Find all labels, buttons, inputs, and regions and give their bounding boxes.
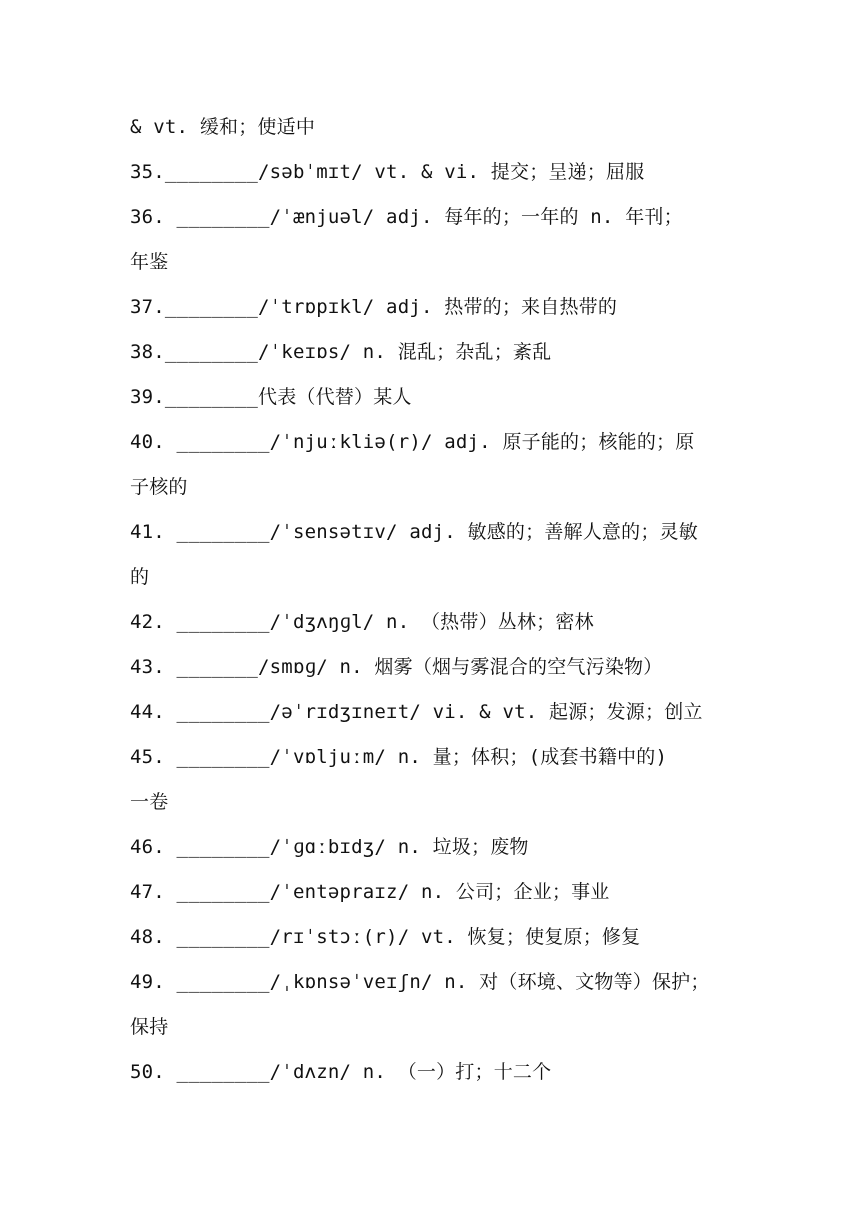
item-36-continuation: 年鉴 <box>130 251 169 273</box>
item-43: 43. _______/smɒɡ/ n. 烟雾（烟与雾混合的空气污染物） <box>130 656 663 678</box>
item-41-continuation: 的 <box>130 566 150 588</box>
item-44: 44. ________/əˈrɪdʒɪneɪt/ vi. & vt. 起源；发源；创立 <box>130 701 703 723</box>
item-49-continuation: 保持 <box>130 1016 169 1038</box>
line-continuation-34: & vt. 缓和；使适中 <box>130 116 316 138</box>
item-46: 46. ________/ˈɡɑːbɪdʒ/ n. 垃圾；废物 <box>130 836 529 858</box>
item-48: 48. ________/rɪˈstɔː(r)/ vt. 恢复；使复原；修复 <box>130 926 641 948</box>
item-45-continuation: 一卷 <box>130 791 169 813</box>
item-41: 41. ________/ˈsensətɪv/ adj. 敏感的；善解人意的；灵敏 <box>130 521 698 543</box>
item-37: 37.________/ˈtrɒpɪkl/ adj. 热带的；来自热带的 <box>130 296 618 318</box>
item-40: 40. ________/ˈnjuːkliə(r)/ adj. 原子能的；核能的；原 <box>130 431 695 453</box>
item-45: 45. ________/ˈvɒljuːm/ n. 量；体积；(成套书籍中的) <box>130 746 668 768</box>
document-page <box>130 110 740 1100</box>
item-47: 47. ________/ˈentəpraɪz/ n. 公司；企业；事业 <box>130 881 610 903</box>
item-49: 49. ________/ˌkɒnsəˈveɪʃn/ n. 对（环境、文物等）保护； <box>130 971 710 993</box>
item-35: 35.________/səbˈmɪt/ vt. & vi. 提交；呈递；屈服 <box>130 161 645 183</box>
item-40-continuation: 子核的 <box>130 476 188 498</box>
item-50: 50. ________/ˈdʌzn/ n. （一）打；十二个 <box>130 1061 552 1083</box>
item-36: 36. ________/ˈænjuəl/ adj. 每年的；一年的 n. 年刊； <box>130 206 683 228</box>
item-38: 38.________/ˈkeɪɒs/ n. 混乱；杂乱；紊乱 <box>130 341 552 363</box>
item-39: 39.________代表（代替）某人 <box>130 386 412 408</box>
item-42: 42. ________/ˈdʒʌŋɡl/ n. （热带）丛林；密林 <box>130 611 594 633</box>
